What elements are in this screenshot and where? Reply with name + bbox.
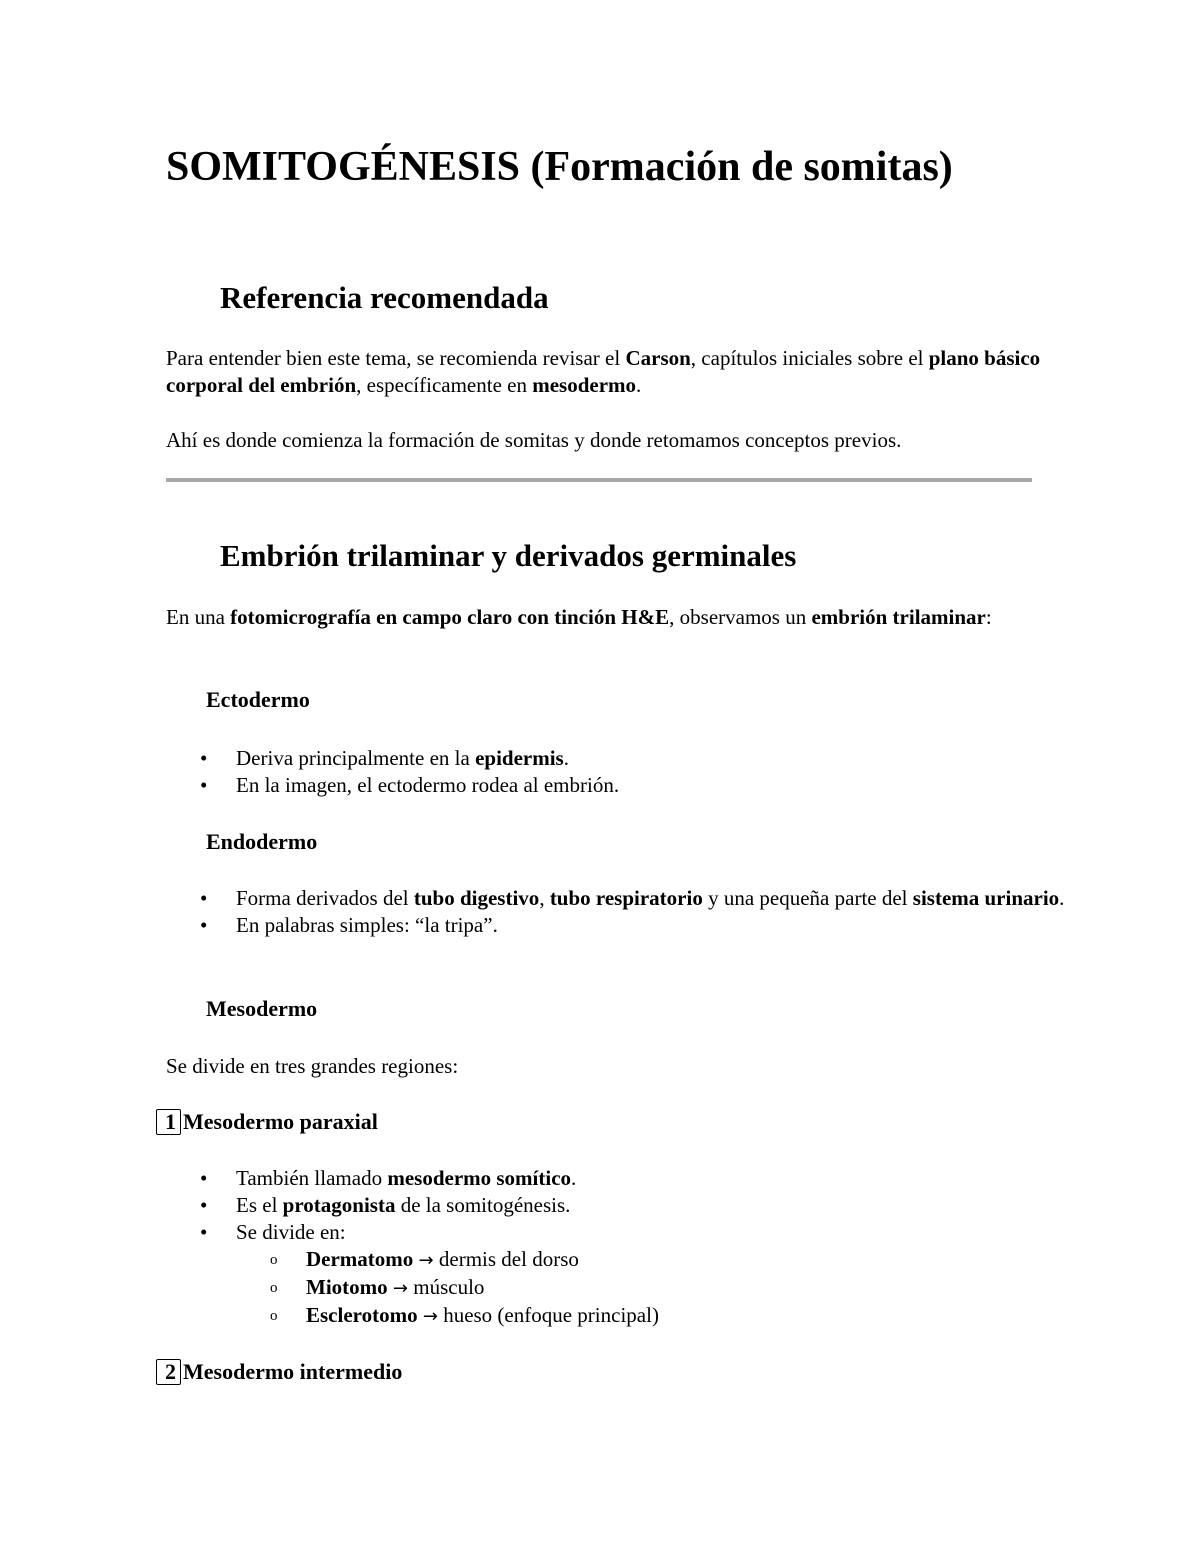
list-paraxial xyxy=(0,1165,910,1330)
number-badge: 1 xyxy=(156,1109,181,1135)
list-item: • Deriva principalmente en la epidermis. xyxy=(166,745,1076,772)
list-endodermo xyxy=(0,885,1065,939)
list-item: • Se divide en: xyxy=(166,1219,1076,1246)
sublist-item: o Dermatomo → dermis del dorso xyxy=(166,1246,1006,1274)
arrow-right-icon: → xyxy=(392,1278,408,1299)
paragraph-mesodermo-intro: Se divide en tres grandes regiones: xyxy=(166,1054,459,1078)
sublist-container xyxy=(166,1246,1006,1330)
subheading-endodermo: Endodermo xyxy=(206,829,318,854)
list-item: • Es el protagonista de la somitogénesis. xyxy=(166,1192,1076,1219)
subheading-ectodermo: Ectodermo xyxy=(206,687,310,712)
list-item: • En palabras simples: “la tripa”. xyxy=(166,912,1076,939)
number-badge: 2 xyxy=(156,1359,181,1385)
list-item: • En la imagen, el ectodermo rodea al embrión. xyxy=(166,772,1076,799)
section-heading-referencia: Referencia recomendada xyxy=(220,280,549,315)
arrow-right-icon: → xyxy=(422,1306,438,1327)
sublist-item: o Miotomo → músculo xyxy=(166,1274,1006,1302)
list-item: • También llamado mesodermo somítico. xyxy=(166,1165,1076,1192)
sublist-paraxial xyxy=(166,1246,1006,1330)
arrow-right-icon: → xyxy=(418,1250,434,1271)
list-item: • Forma derivados del tubo digestivo, tubo respiratorio y una pequeña parte del sistema urinario. xyxy=(166,885,1076,912)
subheading-mesodermo-intermedio: 2 Mesodermo intermedio xyxy=(156,1358,402,1386)
subheading-mesodermo-paraxial: 1 Mesodermo paraxial xyxy=(156,1108,378,1136)
paragraph-embrion-intro: En una fotomicrografía en campo claro con tinción H&E, observamos un embrión trilaminar: xyxy=(166,605,992,629)
paragraph-somitas: Ahí es donde comienza la formación de somitas y donde retomamos conceptos previos. xyxy=(166,428,902,452)
paragraph-referencia: Para entender bien este tema, se recomienda revisar el Carson, capítulos iniciales sobre el plano básico corporal del embrión, específicamente en mesodermo. xyxy=(166,346,1041,397)
sublist-item: o Esclerotomo → hueso (enfoque principal) xyxy=(166,1302,1006,1330)
subheading-mesodermo: Mesodermo xyxy=(206,996,318,1021)
list-ectodermo xyxy=(0,745,910,799)
document-title: SOMITOGÉNESIS (Formación de somitas) xyxy=(166,144,953,190)
section-heading-embrion: Embrión trilaminar y derivados germinales xyxy=(220,538,797,573)
horizontal-divider xyxy=(166,478,1032,482)
